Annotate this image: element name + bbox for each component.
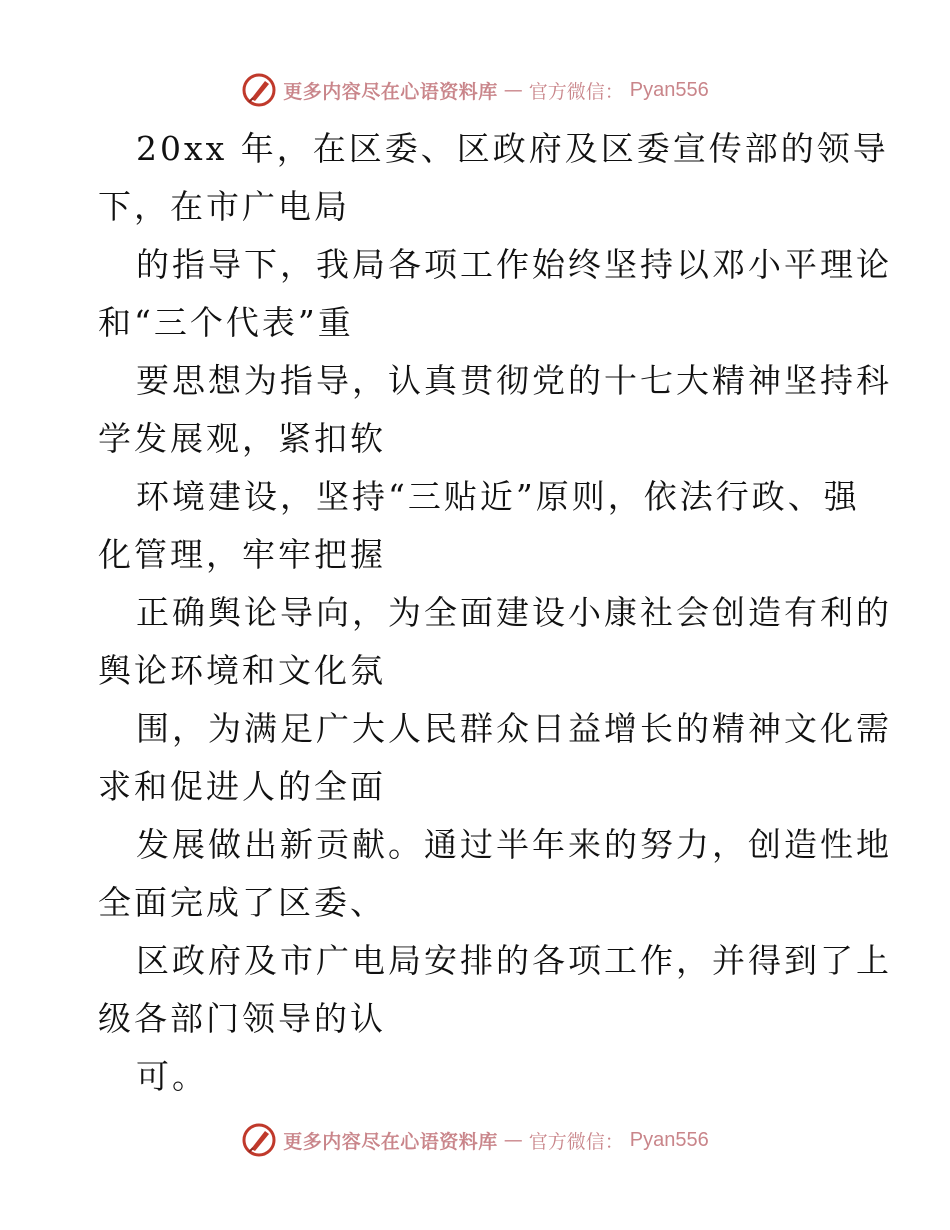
text-line: 舆论环境和文化氛	[98, 651, 386, 690]
header-banner-content	[241, 72, 709, 108]
banner-wechat-id: Pyan556	[629, 78, 709, 101]
banner-separator: —	[503, 1129, 523, 1151]
text-line: 全面完成了区委、	[98, 883, 386, 922]
text-line: 和“三个代表”重	[98, 303, 354, 342]
text-line: 的指导下，我局各项工作始终坚持以邓小平理论	[136, 245, 892, 284]
banner-title: 更多内容尽在心语资料库	[283, 1130, 498, 1153]
text-line: 正确舆论导向，为全面建设小康社会创造有利的	[136, 593, 892, 632]
header-banner	[0, 70, 950, 110]
banner-separator: —	[503, 79, 523, 101]
text-line: 可。	[136, 1057, 208, 1096]
text-line: 区政府及市广电局安排的各项工作，并得到了上	[136, 941, 892, 980]
text-line: 20xx 年，在区委、区政府及区委宣传部的领导	[136, 129, 889, 168]
text-line: 要思想为指导，认真贯彻党的十七大精神坚持科	[136, 361, 892, 400]
banner-wechat-label: 官方微信：	[528, 80, 624, 103]
quill-logo-icon	[241, 1122, 277, 1158]
footer-banner	[0, 1120, 950, 1160]
text-line: 围，为满足广大人民群众日益增长的精神文化需	[136, 709, 892, 748]
text-line: 级各部门领导的认	[98, 999, 386, 1038]
banner-wechat-id: Pyan556	[629, 1128, 709, 1151]
banner-wechat-label: 官方微信：	[528, 1130, 624, 1153]
text-line: 求和促进人的全面	[98, 767, 386, 806]
text-line: 学发展观，紧扣软	[98, 419, 386, 458]
text-line: 环境建设，坚持“三贴近”原则，依法行政、强	[136, 477, 860, 516]
quill-logo-icon	[241, 72, 277, 108]
document-body	[98, 120, 892, 1106]
text-line: 下，在市广电局	[98, 187, 350, 226]
text-line: 化管理，牢牢把握	[98, 535, 386, 574]
text-line: 发展做出新贡献。通过半年来的努力，创造性地	[136, 825, 892, 864]
footer-banner-content	[241, 1122, 709, 1158]
banner-title: 更多内容尽在心语资料库	[283, 80, 498, 103]
